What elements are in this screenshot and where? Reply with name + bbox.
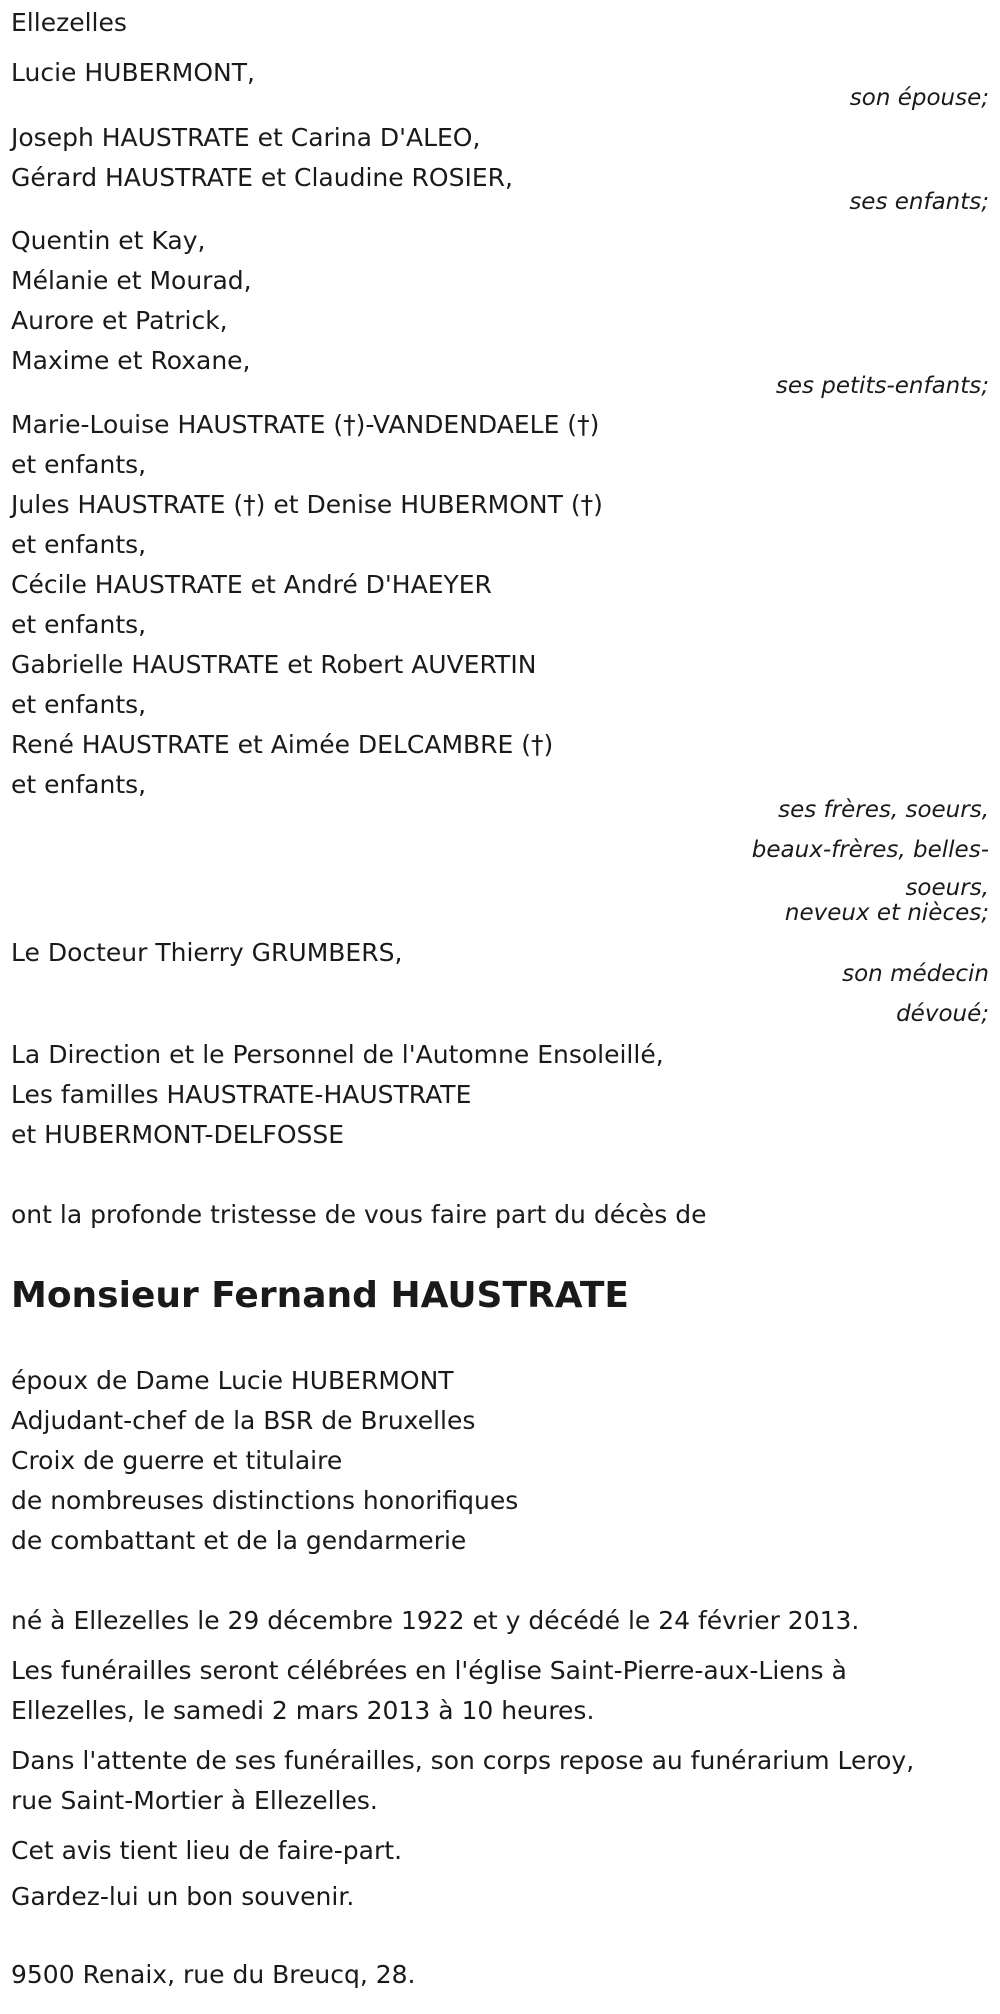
closing-text: Gardez-lui un bon souvenir. — [11, 1882, 355, 1911]
sibling-line: et enfants, — [11, 770, 147, 799]
grandchild-line: Aurore et Patrick, — [11, 306, 228, 335]
repose-line: rue Saint-Mortier à Ellezelles. — [11, 1786, 378, 1815]
children-role: ses enfants; — [849, 189, 989, 215]
spouse-role: son épouse; — [849, 85, 989, 111]
siblings-role-line: beaux-frères, belles- — [751, 837, 989, 863]
deceased-name: Monsieur Fernand HAUSTRATE — [11, 1275, 629, 1316]
grandchild-line: Quentin et Kay, — [11, 226, 206, 255]
sibling-line: et enfants, — [11, 530, 147, 559]
notice-text: Cet avis tient lieu de faire-part. — [11, 1836, 403, 1865]
doctor-role-line: son médecin — [842, 961, 989, 987]
funeral-line: Les funérailles seront célébrées en l'église Saint-Pierre-aux-Liens à — [11, 1656, 847, 1685]
spouse-name: Lucie HUBERMONT, — [11, 58, 255, 87]
address: 9500 Renaix, rue du Breucq, 28. — [11, 1960, 416, 1989]
announcement: ont la profonde tristesse de vous faire part du décès de — [11, 1200, 707, 1229]
detail-line: époux de Dame Lucie HUBERMONT — [11, 1366, 454, 1395]
sibling-line: et enfants, — [11, 690, 147, 719]
siblings-role-line: soeurs, — [905, 875, 989, 901]
doctor-name: Le Docteur Thierry GRUMBERS, — [11, 938, 403, 967]
grandchild-line: Maxime et Roxane, — [11, 346, 251, 375]
sibling-line: René HAUSTRATE et Aimée DELCAMBRE (†) — [11, 730, 554, 759]
child-line: Gérard HAUSTRATE et Claudine ROSIER, — [11, 163, 513, 192]
grandchild-line: Mélanie et Mourad, — [11, 266, 252, 295]
sibling-line: Gabrielle HAUSTRATE et Robert AUVERTIN — [11, 650, 537, 679]
funeral-line: Ellezelles, le samedi 2 mars 2013 à 10 heures. — [11, 1696, 595, 1725]
detail-line: de nombreuses distinctions honorifiques — [11, 1486, 519, 1515]
doctor-role-line: dévoué; — [896, 1001, 989, 1027]
birth-death-dates: né à Ellezelles le 29 décembre 1922 et y décédé le 24 février 2013. — [11, 1606, 860, 1635]
sibling-line: et enfants, — [11, 610, 147, 639]
other-line: et HUBERMONT-DELFOSSE — [11, 1120, 345, 1149]
grandchildren-role: ses petits-enfants; — [775, 373, 989, 399]
sibling-line: et enfants, — [11, 450, 147, 479]
sibling-line: Cécile HAUSTRATE et André D'HAEYER — [11, 570, 492, 599]
detail-line: de combattant et de la gendarmerie — [11, 1526, 467, 1555]
other-line: La Direction et le Personnel de l'Automne Ensoleillé, — [11, 1040, 664, 1069]
location: Ellezelles — [11, 8, 127, 37]
detail-line: Croix de guerre et titulaire — [11, 1446, 343, 1475]
sibling-line: Jules HAUSTRATE (†) et Denise HUBERMONT (†) — [11, 490, 603, 519]
child-line: Joseph HAUSTRATE et Carina D'ALEO, — [11, 123, 481, 152]
repose-line: Dans l'attente de ses funérailles, son corps repose au funérarium Leroy, — [11, 1746, 915, 1775]
sibling-line: Marie-Louise HAUSTRATE (†)-VANDENDAELE (†) — [11, 410, 600, 439]
detail-line: Adjudant-chef de la BSR de Bruxelles — [11, 1406, 476, 1435]
siblings-role-line: neveux et nièces; — [784, 900, 989, 926]
siblings-role-line: ses frères, soeurs, — [778, 797, 989, 823]
other-line: Les familles HAUSTRATE-HAUSTRATE — [11, 1080, 472, 1109]
